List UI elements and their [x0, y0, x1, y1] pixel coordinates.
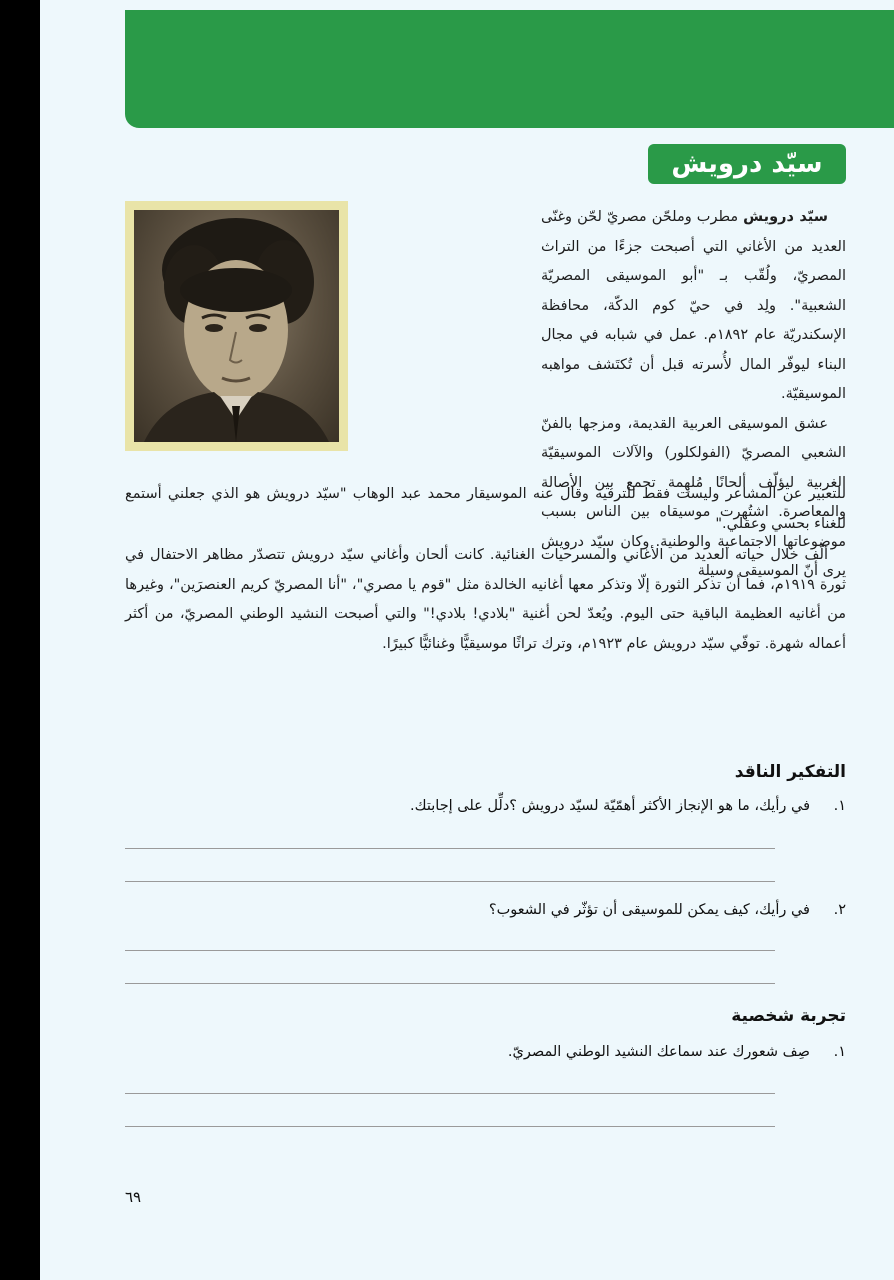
answer-line[interactable]: [125, 881, 775, 882]
subject-name: سيّد درويش: [743, 209, 828, 225]
critical-q2: في رأيك، كيف يمكن للموسيقى أن تؤثّر في الشعوب؟: [488, 902, 810, 918]
page-title: سيّد درويش: [648, 144, 846, 184]
answer-line[interactable]: [125, 950, 775, 951]
paragraph-2-continued: [125, 480, 846, 659]
critical-q2-number: ٢.: [833, 902, 846, 918]
paragraph-2: عشق الموسيقى العربية القديمة، ومزجها بالفنّ الشعبي المصريّ (الفولكلور) والآلات الموسيقيّة الغربية ليؤلّف ألحانًا مُلهِمة تجمع بين الأصالة والمعاصرة. اشتُهرت موسيقاه بين الناس بسبب موضوعاتها الاجتماعية والوطنية. وكان سيّد درويش يرى أنّ الموسيقى وسيلة: [541, 415, 846, 579]
personal-q1-number: ١.: [833, 1044, 846, 1060]
intro-text: مطرب وملحّن مصريّ لحّن وغنّى العديد من الأغاني التي أصبحت جزءًا من التراث المصريّ، ولُقّب بـ "أبو الموسيقى المصريّة الشعبية". ولِد في حيّ كوم الدكّة، محافظة الإسكندريّة عام ١٨٩٢م. عمل في شبابه في مجال البناء ليوفّر المال لأُسرته قبل أن تُكتَشف مواهبه الموسيقيّة.: [541, 209, 846, 402]
answer-line[interactable]: [125, 848, 775, 849]
personal-experience-heading: تجربة شخصية: [731, 1006, 846, 1026]
critical-q1-number: ١.: [833, 798, 846, 814]
critical-q1: في رأيك، ما هو الإنجاز الأكثر أهمّيّة لسيّد درويش ؟دلِّل على إجابتك.: [410, 798, 810, 814]
paragraph-3: ألّف خلال حياته العديد من الأغاني والمسرحيات الغنائية. كانت ألحان وأغاني سيّد درويش تتصدّر مظاهر الاحتفال في ثورة ١٩١٩م، فما أن تذكر الثورة إلّا وتذكر معها أغانيه الخالدة مثل "قوم يا مصري"، "أنا المصريّ كريم العنصرَين"، وغيرها من أغانيه العظيمة الباقية حتى اليوم. ويُعدّ لحن أغنية "بلادي! بلادي!" والتي أصبحت النشيد الوطني المصريّ، من أكثر أعماله شهرة. توفّي سيّد درويش عام ١٩٢٣م، وترك تراثًا موسيقيًّا وغنائيًّا كبيرًا.: [125, 547, 846, 652]
critical-thinking-heading: التفكير الناقد: [734, 762, 846, 782]
answer-line[interactable]: [125, 1093, 775, 1094]
portrait-photo: [125, 201, 348, 451]
personal-q1: صِف شعورك عند سماعك النشيد الوطني المصريّ.: [507, 1044, 810, 1060]
answer-line[interactable]: [125, 1126, 775, 1127]
paragraph-2-cont: للتعبير عن المشاعر وليست فقط للترفيه وقال عنه الموسيقار محمد عبد الوهاب "سيّد درويش هو الذي جعلني أستمع للغناء بحسي وعقلي.": [125, 486, 846, 532]
page-number: ٦٩: [125, 1188, 142, 1206]
portrait-icon: [134, 210, 339, 442]
header-band: [125, 10, 894, 128]
answer-line[interactable]: [125, 983, 775, 984]
